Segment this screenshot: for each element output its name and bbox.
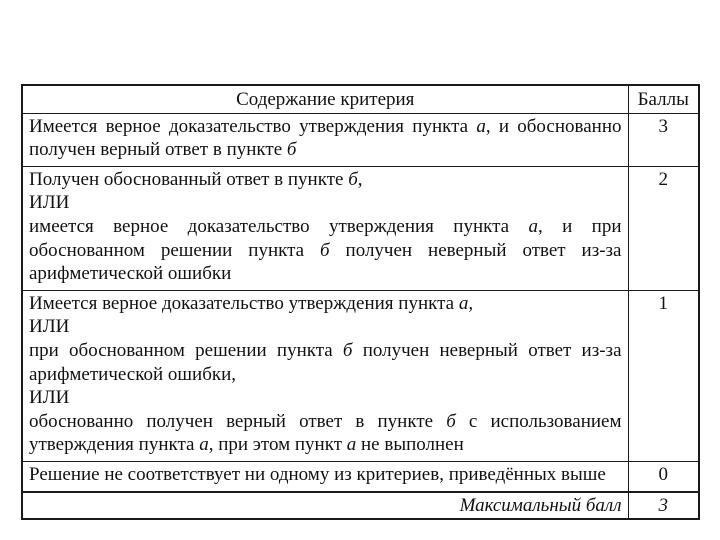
- criteria-text: с использованием: [455, 410, 622, 432]
- criteria-text: ,: [468, 292, 474, 314]
- item-letter: а: [199, 434, 209, 456]
- criteria-description: [22, 113, 628, 166]
- criteria-line: [29, 168, 622, 192]
- criteria-text: арифметической ошибки,: [29, 363, 237, 385]
- criteria-line: [29, 315, 622, 339]
- criteria-text: Решение не соответствует ни одному из критериев, приведённых выше: [29, 463, 606, 485]
- max-score-label: Максимальный балл: [22, 492, 628, 520]
- criteria-line: [29, 215, 622, 239]
- criteria-text: , при этом пункт: [208, 434, 347, 456]
- item-letter: б: [320, 239, 330, 261]
- criteria-text: обоснованно получен верный ответ в пункте: [29, 410, 447, 432]
- criteria-text: ИЛИ: [29, 316, 70, 338]
- item-letter: а: [458, 292, 469, 314]
- criteria-text: не выполнен: [356, 434, 464, 456]
- criteria-line: [29, 138, 622, 162]
- criteria-text: , и обоснованно: [485, 115, 622, 137]
- criteria-line: [29, 433, 622, 457]
- criteria-line: [29, 115, 622, 139]
- item-letter: а: [476, 115, 486, 137]
- criteria-description: [22, 166, 628, 290]
- criteria-line: [29, 339, 622, 363]
- item-letter: а: [346, 434, 357, 456]
- criteria-text: при обоснованном решении пункта: [29, 339, 343, 361]
- criteria-row: [22, 166, 699, 290]
- points-value: 3: [628, 113, 699, 166]
- criteria-description: [22, 461, 628, 491]
- criteria-text: , и при: [537, 215, 622, 237]
- criteria-row: [22, 290, 699, 461]
- points-value: 0: [628, 461, 699, 491]
- header-row: [22, 85, 699, 113]
- criteria-text: утверждения пункта: [29, 434, 200, 456]
- criteria-header: Содержание критерия: [22, 85, 628, 113]
- criteria-text: Имеется верное доказательство утверждения пункта: [29, 292, 459, 314]
- criteria-line: [29, 191, 622, 215]
- max-score-value: 3: [628, 492, 699, 520]
- criteria-text: получен неверный ответ из-за: [329, 239, 622, 261]
- criteria-line: [29, 292, 622, 316]
- criteria-line: [29, 239, 622, 263]
- criteria-description: [22, 290, 628, 461]
- criteria-line: [29, 262, 622, 286]
- item-letter: б: [286, 139, 297, 161]
- criteria-row: [22, 461, 699, 491]
- criteria-text: ИЛИ: [29, 192, 70, 214]
- criteria-text: имеется верное доказательство утверждения пункта: [29, 215, 529, 237]
- criteria-row: [22, 113, 699, 166]
- criteria-text: арифметической ошибки: [29, 263, 232, 285]
- item-letter: а: [528, 215, 538, 237]
- criteria-rows: [22, 113, 699, 491]
- max-score-row: [22, 492, 699, 520]
- points-value: 1: [628, 290, 699, 461]
- criteria-line: [29, 386, 622, 410]
- criteria-text: ИЛИ: [29, 387, 70, 409]
- criteria-line: [29, 410, 622, 434]
- criteria-text: ,: [357, 168, 363, 190]
- points-header: Баллы: [628, 85, 699, 113]
- criteria-table: [21, 84, 700, 520]
- criteria-text: обоснованном решении пункта: [29, 239, 321, 261]
- item-letter: б: [446, 410, 456, 432]
- criteria-text: Получен обоснованный ответ в пункте: [29, 168, 349, 190]
- item-letter: б: [348, 168, 358, 190]
- item-letter: б: [342, 339, 353, 361]
- criteria-text: получен верный ответ в пункте: [29, 139, 287, 161]
- criteria-text: Имеется верное доказательство утверждения пункта: [29, 115, 477, 137]
- criteria-text: получен неверный ответ из-за: [352, 339, 622, 361]
- criteria-line: [29, 363, 622, 387]
- criteria-line: [29, 463, 622, 487]
- points-value: 2: [628, 166, 699, 290]
